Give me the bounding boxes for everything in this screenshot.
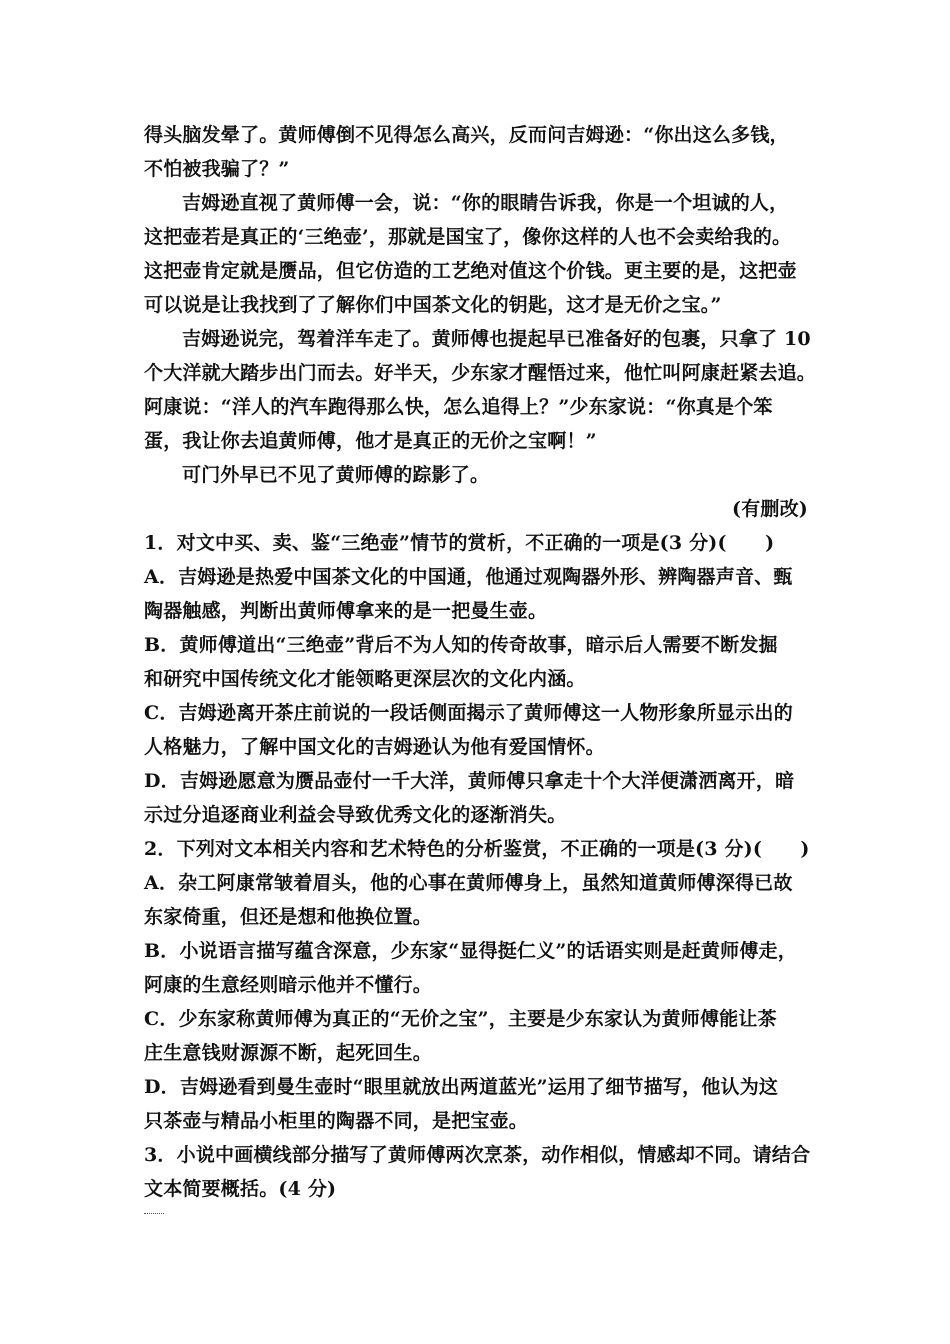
option-line: 陶器触感，判断出黄师傅拿来的是一把曼生壶。	[144, 600, 548, 622]
option-line: 阿康的生意经则暗示他并不懂行。	[144, 974, 433, 996]
option-line: B．小说语言描写蕴含深意，少东家“显得挺仁义”的话语实则是赶黄师傅走，	[144, 940, 797, 962]
option-line: 东家倚重，但还是想和他换位置。	[144, 906, 433, 928]
story-passage	[144, 118, 817, 526]
option-line: B．黄师傅道出“三绝壶”背后不为人知的传奇故事，暗示后人需要不断发掘	[144, 634, 778, 656]
source-note: (有删改)	[732, 498, 808, 520]
story-line: 阿康说：“洋人的汽车跑得那么快，怎么追得上？”少东家说：“你真是个笨	[144, 396, 773, 418]
option-line: 人格魅力，了解中国文化的吉姆逊认为他有爱国情怀。	[144, 736, 605, 758]
option-line: C．少东家称黄师傅为真正的“无价之宝”，主要是少东家认为黄师傅能让茶	[144, 1008, 777, 1030]
footer-dotted-mark	[144, 1213, 164, 1214]
option-line: 和研究中国传统文化才能领略更深层次的文化内涵。	[144, 668, 586, 690]
story-line: 吉姆逊直视了黄师傅一会，说：“你的眼睛告诉我，你是一个坦诚的人，	[182, 192, 789, 214]
story-line: 可以说是让我找到了了解你们中国茶文化的钥匙，这才是无价之宝。”	[144, 294, 722, 316]
question-3	[144, 1138, 814, 1206]
story-line: 个大洋就大踏步出门而去。好半天，少东家才醒悟过来，他忙叫阿康赶紧去追。	[144, 362, 817, 384]
story-line: 这把壶肯定就是赝品，但它仿造的工艺绝对值这个价钱。更主要的是，这把壶	[144, 260, 797, 282]
option-line: 庄生意钱财源源不断，起死回生。	[144, 1042, 433, 1064]
option-line: 示过分追逐商业利益会导致优秀文化的逐渐消失。	[144, 804, 567, 826]
story-line: 不怕被我骗了？”	[144, 158, 290, 180]
question-stem: 3．小说中画横线部分描写了黄师傅两次烹茶，动作相似，情感却不同。请结合	[144, 1144, 811, 1166]
question-2	[144, 832, 814, 1138]
option-line: 只茶壶与精品小柜里的陶器不同，是把宝壶。	[144, 1110, 529, 1132]
option-line: D．吉姆逊愿意为赝品壶付一千大洋，黄师傅只拿走十个大洋便潇洒离开，暗	[144, 770, 795, 792]
option-line: A．吉姆逊是热爱中国茶文化的中国通，他通过观陶器外形、辨陶器声音、甄	[144, 566, 793, 588]
document-page	[144, 118, 817, 1206]
option-line: C．吉姆逊离开茶庄前说的一段话侧面揭示了黄师傅这一人物形象所显示出的	[144, 702, 793, 724]
story-line: 得头脑发晕了。黄师傅倒不见得怎么高兴，反而问吉姆逊：“你出这么多钱，	[144, 124, 789, 146]
story-line: 吉姆逊说完，驾着洋车走了。黄师傅也提起早已准备好的包裹，只拿了 10	[182, 328, 811, 350]
question-1	[144, 526, 814, 832]
story-line: 这把壶若是真正的‘三绝壶’，那就是国宝了，像你这样的人也不会卖给我的。	[144, 226, 792, 248]
story-line: 可门外早已不见了黄师傅的踪影了。	[182, 464, 490, 486]
option-line: D．吉姆逊看到曼生壶时“眼里就放出两道蓝光”运用了细节描写，他认为这	[144, 1076, 779, 1098]
question-stem: 文本简要概括。(4 分)	[144, 1178, 337, 1200]
question-stem: 2．下列对文本相关内容和艺术特色的分析鉴赏，不正确的一项是(3 分)( )	[144, 838, 810, 860]
question-stem: 1．对文中买、卖、鉴“三绝壶”情节的赏析，不正确的一项是(3 分)( )	[144, 532, 775, 554]
story-line: 蛋，我让你去追黄师傅，他才是真正的无价之宝啊！”	[144, 430, 597, 452]
option-line: A．杂工阿康常皱着眉头，他的心事在黄师傅身上，虽然知道黄师傅深得已故	[144, 872, 793, 894]
